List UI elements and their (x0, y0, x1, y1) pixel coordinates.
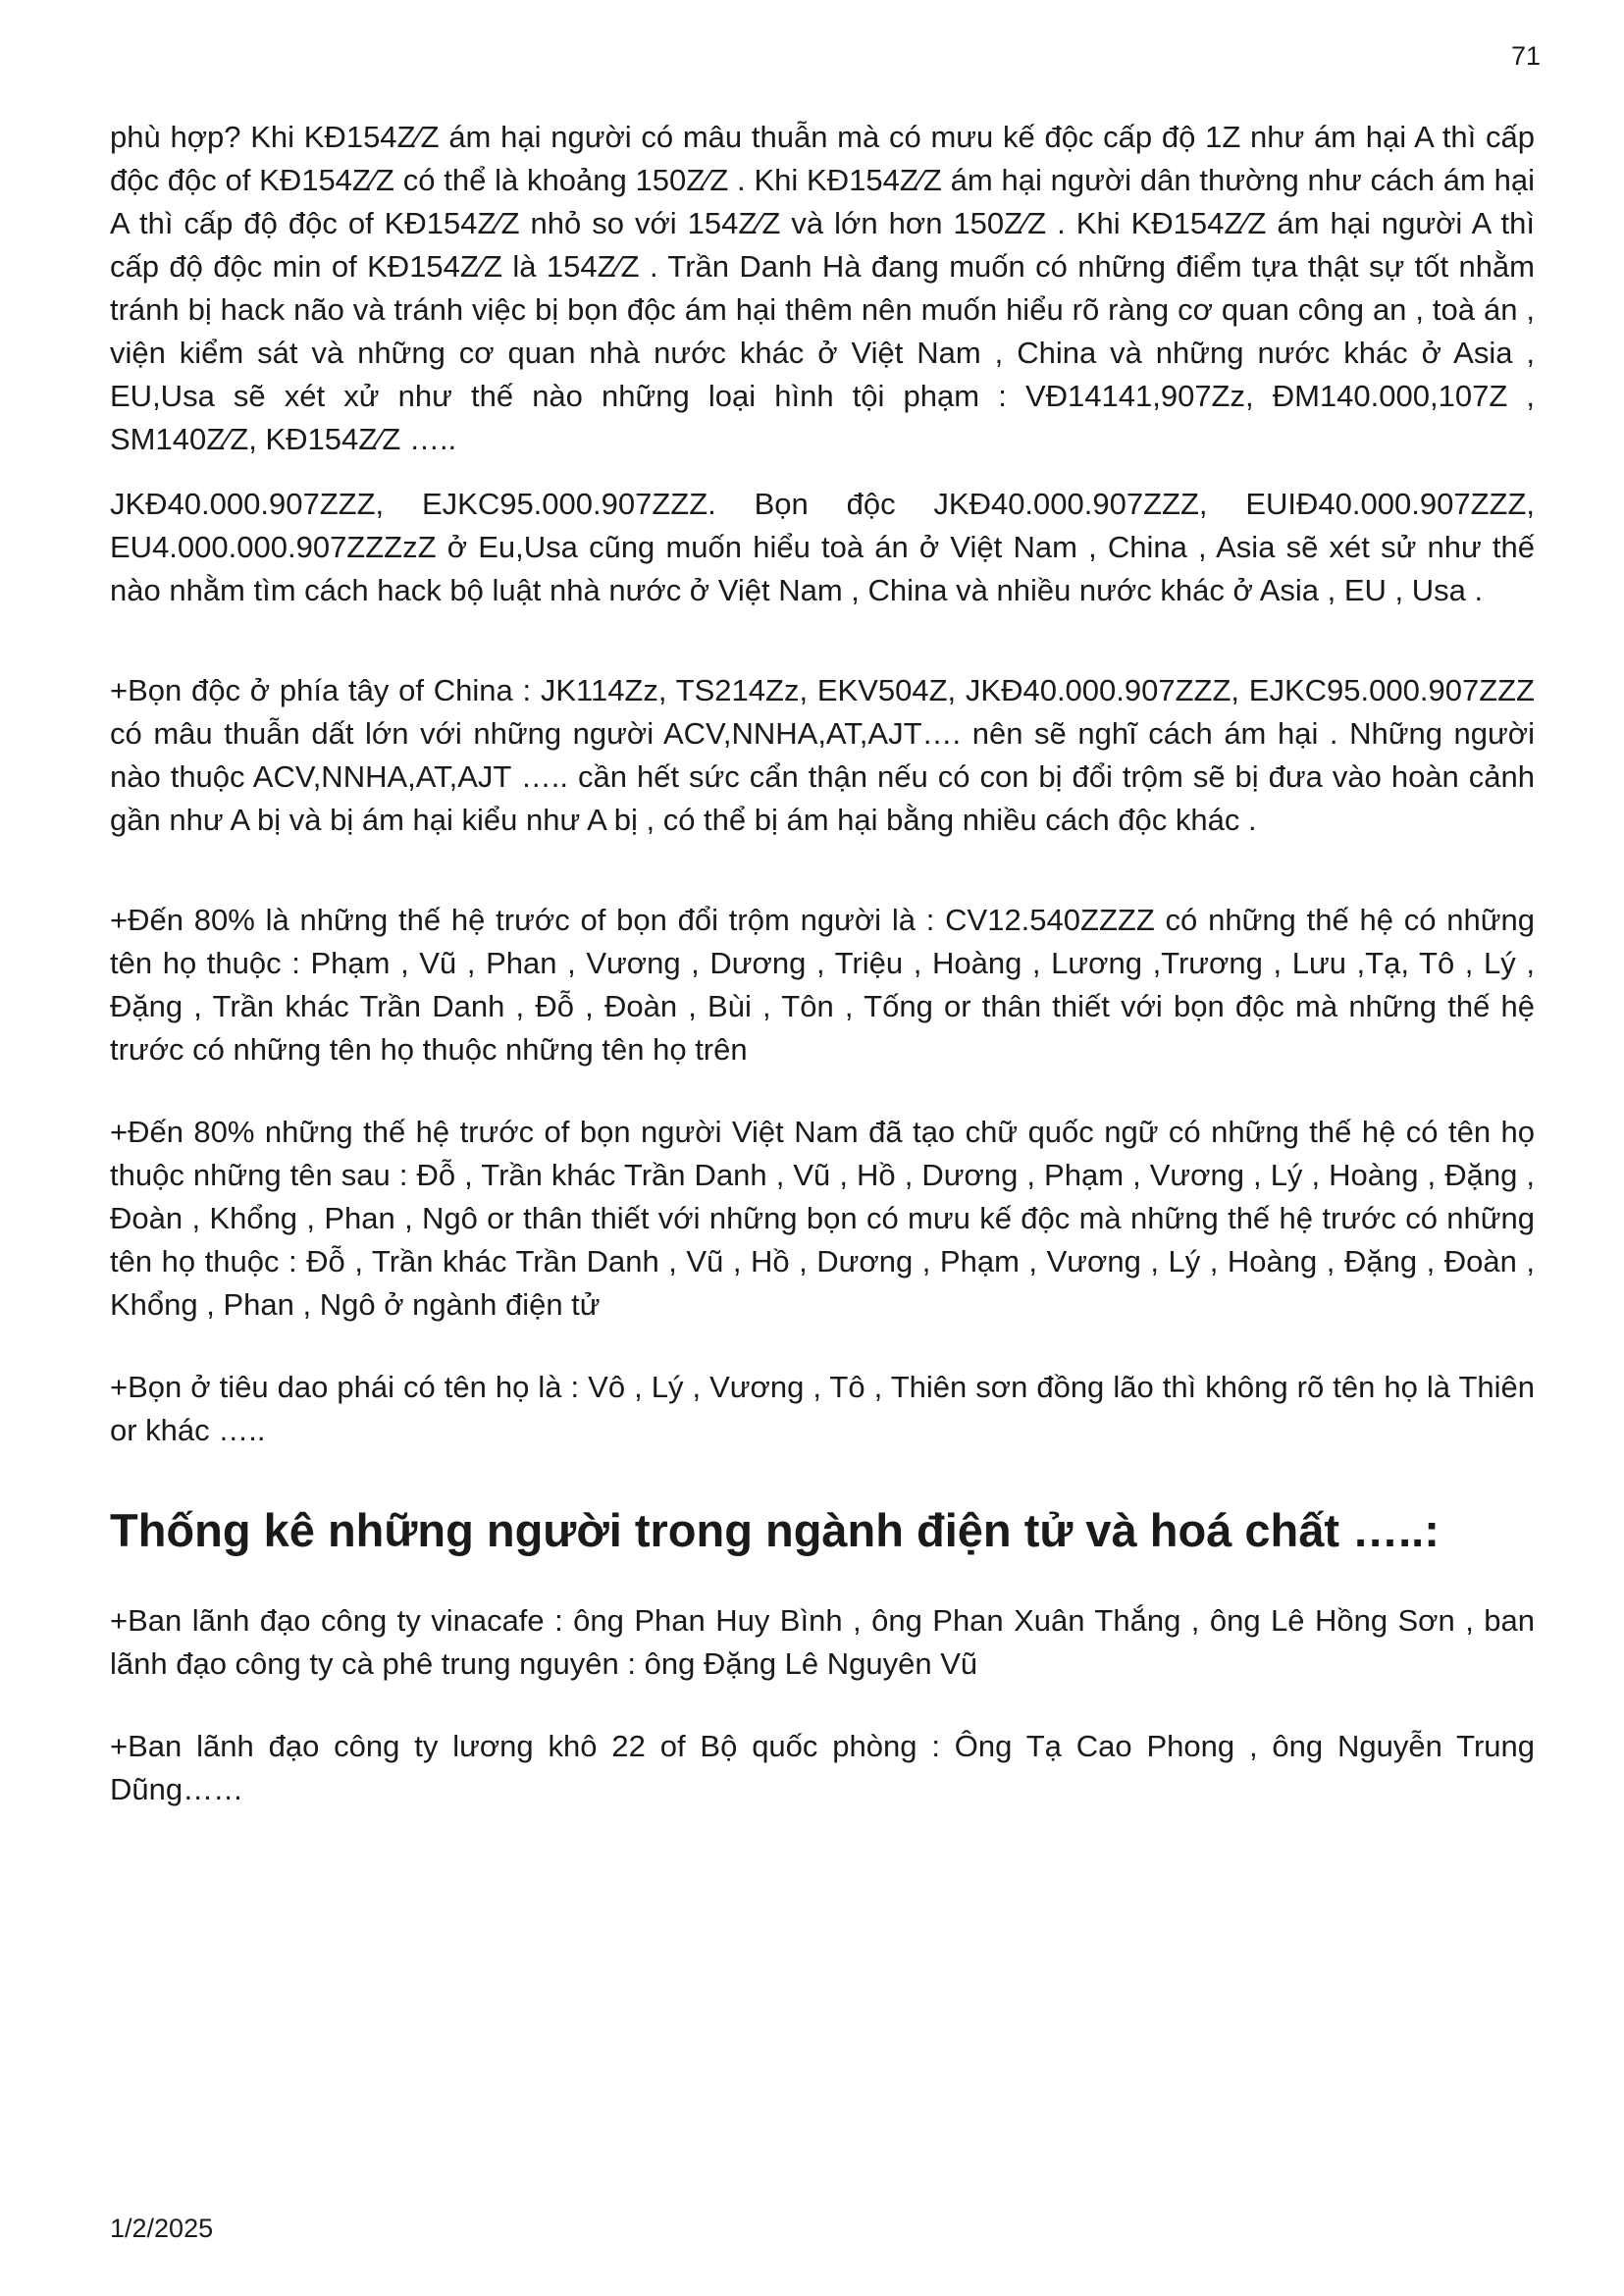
paragraph-6: +Bọn ở tiêu dao phái có tên họ là : Vô , Lý , Vương , Tô , Thiên sơn đồng lão thì không rõ tên họ là Thiên or khác ….. (110, 1370, 1535, 1447)
paragraph-7: +Ban lãnh đạo công ty vinacafe : ông Phan Huy Bình , ông Phan Xuân Thắng , ông Lê Hồng Sơn , ban lãnh đạo công ty cà phê trung nguyên : ông Đặng Lê Nguyên Vũ (110, 1603, 1535, 1681)
paragraph-2: JKĐ40.000.907ZZZ, EJKC95.000.907ZZZ. Bọn độc JKĐ40.000.907ZZZ, EUIĐ40.000.907ZZZ, EU4.000.000.907ZZZzZ ở Eu,Usa cũng muốn hiểu toà án ở Việt Nam , China , Asia sẽ xét sử như thế nào nhằm tìm cách hack bộ luật nhà nước ở Việt Nam , China và nhiều nước khác ở Asia , EU , Usa . (110, 487, 1535, 607)
paragraph-8: +Ban lãnh đạo công ty lương khô 22 of Bộ quốc phòng : Ông Tạ Cao Phong , ông Nguyễn Trung Dũng…… (110, 1729, 1535, 1806)
paragraph-5: +Đến 80% những thế hệ trước of bọn người Việt Nam đã tạo chữ quốc ngữ có những thế hệ có tên họ thuộc những tên sau : Đỗ , Trần khác Trần Danh , Vũ , Hồ , Dương , Phạm , Vương , Lý , Hoàng , Đặng , Đoàn , Khổng , Phan , Ngô or thân thiết với những bọn có mưu kế độc mà những thế hệ trước có những tên họ thuộc : Đỗ , Trần khác Trần Danh , Vũ , Hồ , Dương , Phạm , Vương , Lý , Hoàng , Đặng , Đoàn , Khổng , Phan , Ngô ở ngành điện tử (110, 1115, 1535, 1322)
page-number: 71 (1510, 41, 1541, 71)
paragraph-4: +Đến 80% là những thế hệ trước of bọn đổi trộm người là : CV12.540ZZZZ có những thế hệ có những tên họ thuộc : Phạm , Vũ , Phan , Vương , Dương , Triệu , Hoàng , Lương ,Trương , Lưu ,Tạ, Tô , Lý , Đặng , Trần khác Trần Danh , Đỗ , Đoàn , Bùi , Tôn , Tống or thân thiết với bọn độc mà những thế hệ trước có những tên họ thuộc những tên họ trên (110, 903, 1535, 1067)
footer-date: 1/2/2025 (110, 2214, 214, 2243)
paragraph-1: phù hợp? Khi KĐ154Z⁄Z ám hại người có mâu thuẫn mà có mưu kế độc cấp độ 1Z như ám hại A thì cấp độc độc of KĐ154Z⁄Z có thể là khoảng 150Z⁄Z . Khi KĐ154Z⁄Z ám hại người dân thường như cách ám hại A thì cấp độ độc of KĐ154Z⁄Z nhỏ so với 154Z⁄Z và lớn hơn 150Z⁄Z . Khi KĐ154Z⁄Z ám hại người A thì cấp độ độc min of KĐ154Z⁄Z là 154Z⁄Z . Trần Danh Hà đang muốn có những điểm tựa thật sự tốt nhằm tránh bị hack não và tránh việc bị bọn độc ám hại thêm nên muốn hiểu rõ ràng cơ quan công an , toà án , viện kiểm sát và những cơ quan nhà nước khác ở Việt Nam , China và những nước khác ở Asia , EU,Usa sẽ xét xử như thế nào những loại hình tội phạm : VĐ14141,907Zz, ĐM140.000,107Z , SM140Z⁄Z, KĐ154Z⁄Z ….. (110, 120, 1535, 456)
section-heading: Thống kê những người trong ngành điện tử và hoá chất …..: (110, 1504, 1440, 1556)
document-body (110, 116, 1535, 1811)
paragraph-3: +Bọn độc ở phía tây of China : JK114Zz, TS214Zz, EKV504Z, JKĐ40.000.907ZZZ, EJKC95.000.907ZZZ có mâu thuẫn dất lớn với những người ACV,NNHA,AT,AJT…. nên sẽ nghĩ cách ám hại . Những người nào thuộc ACV,NNHA,AT,AJT ….. cần hết sức cẩn thận nếu có con bị đổi trộm sẽ bị đưa vào hoàn cảnh gần như A bị và bị ám hại kiểu như A bị , có thể bị ám hại bằng nhiều cách độc khác . (110, 673, 1535, 837)
